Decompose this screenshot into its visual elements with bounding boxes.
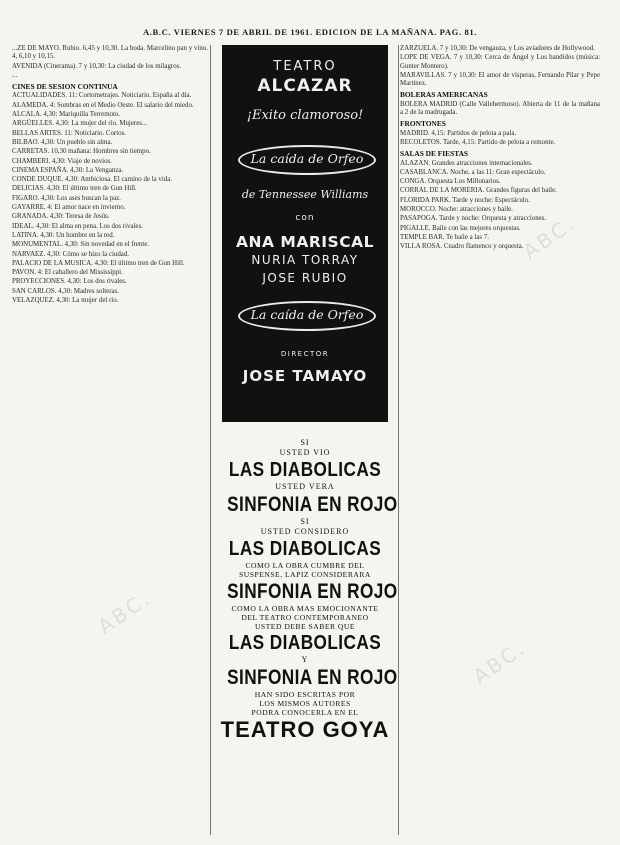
list-item: TEMPLE BAR. Te baile a las 7. bbox=[400, 233, 489, 241]
list-item: CONDE DUQUE. 4,30: Ambiciosa. El camino de la vida. bbox=[12, 176, 172, 184]
list-item: PROYECCIONES. 4,30: Los dos rivales. bbox=[12, 278, 127, 286]
list-item: BOLERA MADRID (Calle Vallehermoso). Abierta de 11 de la mañana a 2 de la madrugada. bbox=[400, 100, 600, 117]
listings-right-column bbox=[400, 45, 600, 835]
teatro-alcazar-ad bbox=[222, 45, 388, 422]
ad-line: USTED VIO bbox=[279, 448, 331, 457]
ad-line: DEL TEATRO CONTEMPORANEO bbox=[241, 613, 369, 622]
listings-left-column bbox=[12, 45, 208, 835]
list-item: ... bbox=[12, 71, 18, 79]
section-heading: FRONTONES bbox=[400, 119, 446, 129]
ad-headline: SINFONIA EN ROJO bbox=[227, 580, 398, 603]
ad-line: SI bbox=[300, 438, 310, 447]
list-item: ACTUALIDADES. 11: Cortometrajes. Noticiario. España al día. bbox=[12, 92, 192, 100]
list-item: RECOLETOS. Tarde, 4,15: Partido de pelota a remonte. bbox=[400, 138, 556, 146]
ad-headline: SINFONIA EN ROJO bbox=[227, 493, 398, 516]
ad-line: SUSPENSE, LAPIZ CONSIDERARA bbox=[239, 570, 371, 579]
ad-headline: LAS DIABOLICAS bbox=[228, 459, 382, 481]
list-item: LOPE DE VEGA. 7 y 10,30: Cerca de Ángel y Los bandidos (música: Gunter Montero). bbox=[400, 54, 600, 70]
ad-line: PODRA CONOCERLA EN EL bbox=[251, 708, 359, 717]
list-item: CORRAL DE LA MORERIA. Grandes figuras del baile. bbox=[400, 187, 557, 195]
ad-line: HAN SIDO ESCRITAS POR bbox=[254, 690, 356, 699]
ad-line: Y bbox=[301, 655, 309, 664]
poster-tagline: ¡Exito clamoroso! bbox=[246, 108, 364, 123]
list-item: AVENIDA (Cinerama). 7 y 10,30: La ciudad de los milagros. bbox=[12, 62, 182, 70]
list-item: VILLA ROSA. Cuadro flamenco y orquesta. bbox=[400, 243, 524, 251]
list-item: ALCALA. 4,30: Mariquilla Terremoto. bbox=[12, 111, 121, 119]
list-item: MONUMENTAL. 4,30: Sin novedad en el frente. bbox=[12, 241, 150, 249]
teatro-goya-ad bbox=[210, 438, 400, 743]
list-item: PAVON. 4: El caballero del Mississippi. bbox=[12, 269, 123, 277]
list-item: ARGÜELLES. 4,30: La mujer del río. Mujeres... bbox=[12, 120, 148, 128]
watermark: ABC. bbox=[93, 585, 156, 639]
ad-line: LOS MISMOS AUTORES bbox=[259, 699, 351, 708]
list-item: CARRETAS. 10,30 mañana: Hombres sin tiempo. bbox=[12, 148, 151, 156]
poster-title-banner-2: La caída de Orfeo bbox=[238, 301, 376, 331]
ad-headline: LAS DIABOLICAS bbox=[228, 632, 382, 654]
list-item: CASABLANCA. Noche, a las 11: Gran espectáculo. bbox=[400, 168, 546, 176]
list-item: BELLAS ARTES. 11: Noticiario. Cortos. bbox=[12, 129, 126, 137]
ad-line: USTED CONSIDERO bbox=[260, 527, 350, 536]
list-item: PASAPOGA. Tarde y noche: Orquesta y atracciones. bbox=[400, 215, 547, 223]
poster-title-banner: La caída de Orfeo bbox=[238, 145, 376, 175]
ad-line: COMO LA OBRA CUMBRE DEL bbox=[245, 561, 365, 570]
list-item: ...ZE DE MAYO. Rubio. 6,45 y 10,30. La boda. Marcelino pan y vino. 4, 6,10 y 10,15. bbox=[12, 45, 208, 61]
list-item: CONGA. Orquesta Los Millonarios. bbox=[400, 178, 501, 186]
section-heading: CINES DE SESION CONTINUA bbox=[12, 82, 118, 92]
poster-actor-2: NURIA TORRAY bbox=[251, 253, 359, 267]
list-item: CINEMA ESPAÑA. 4,30: La Venganza. bbox=[12, 166, 124, 174]
list-item: ALAMEDA. 4: Sombras en el Medio Oeste. El salario del miedo. bbox=[12, 101, 194, 109]
poster-director-label: DIRECTOR bbox=[280, 350, 330, 358]
watermark: ABC. bbox=[518, 210, 581, 264]
ad-line: SI bbox=[300, 517, 310, 526]
list-item: VELAZQUEZ. 4,30: La mujer del río. bbox=[12, 297, 119, 305]
list-item: NARVAEZ. 4,30: Cómo se hizo la ciudad. bbox=[12, 250, 130, 258]
list-item: ALAZAN. Grandes atracciones internacionales. bbox=[400, 159, 533, 167]
poster-theatre-name: ALCAZAR bbox=[257, 76, 353, 96]
list-item: BILBAO. 4,30: Un pueblo sin alma. bbox=[12, 138, 113, 146]
ad-line: USTED DEBE SABER QUE bbox=[254, 622, 356, 631]
section-heading: SALAS DE FIESTAS bbox=[400, 149, 469, 159]
poster-theatre-label: TEATRO bbox=[273, 59, 337, 74]
poster-author: de Tennessee Williams bbox=[241, 188, 369, 201]
watermark: ABC. bbox=[468, 635, 531, 689]
ad-headline: SINFONIA EN ROJO bbox=[227, 666, 398, 689]
page-header: A.B.C. VIERNES 7 DE ABRIL DE 1961. EDICION DE LA MAÑANA. PAG. 81. bbox=[142, 27, 477, 37]
poster-actor-1: ANA MARISCAL bbox=[236, 233, 374, 251]
list-item: LATINA. 4,30: Un hombre en la red. bbox=[12, 231, 115, 239]
poster-actor-3: JOSE RUBIO bbox=[262, 271, 348, 285]
list-item: PIGALLE. Baile con las mejores orquestas. bbox=[400, 224, 521, 232]
list-item: DELICIAS. 4,30: El último tren de Gun Hill. bbox=[12, 185, 137, 193]
list-item: FIGARO. 4,30: Los ases buscan la paz. bbox=[12, 194, 121, 202]
list-item: SAN CARLOS. 4,30: Madres solteras. bbox=[12, 287, 119, 295]
list-item: GAYARRE. 4: El amor nace en invierno. bbox=[12, 204, 126, 212]
ad-line: COMO LA OBRA MAS EMOCIONANTE bbox=[231, 604, 379, 613]
list-item: IDEAL. 4,30: El alma en pena. Los dos rivales. bbox=[12, 222, 143, 230]
list-item: MOROCCO. Noche: atracciones y baile. bbox=[400, 206, 513, 214]
list-item: GRANADA. 4,30: Teresa de Jesús. bbox=[12, 213, 110, 221]
list-item: ZARZUELA. 7 y 10,30: De vengauza, y Los aviadores de Hollywood. bbox=[400, 45, 595, 52]
ad-headline: LAS DIABOLICAS bbox=[228, 538, 382, 560]
list-item: CHAMBERI. 4,30: Viaje de novios. bbox=[12, 157, 112, 165]
poster-director: JOSE TAMAYO bbox=[242, 367, 368, 385]
list-item: PALACIO DE LA MUSICA. 4,30: El último tren de Gun Hill. bbox=[12, 259, 185, 267]
list-item: MADRID. 4,15: Partidos de pelota a pala. bbox=[400, 129, 517, 137]
ad-line: USTED VERA bbox=[275, 482, 335, 491]
poster-con: con bbox=[295, 213, 315, 223]
section-heading: BOLERAS AMERICANAS bbox=[400, 90, 488, 100]
list-item: FLORIDA PARK. Tarde y noche: Espectáculo. bbox=[400, 196, 530, 204]
list-item: MARAVILLAS. 7 y 10,30: El amor de vísperas, Fernando Pilar y Pepe Martinez. bbox=[400, 71, 600, 88]
ad-theatre-name: TEATRO GOYA bbox=[220, 717, 390, 742]
